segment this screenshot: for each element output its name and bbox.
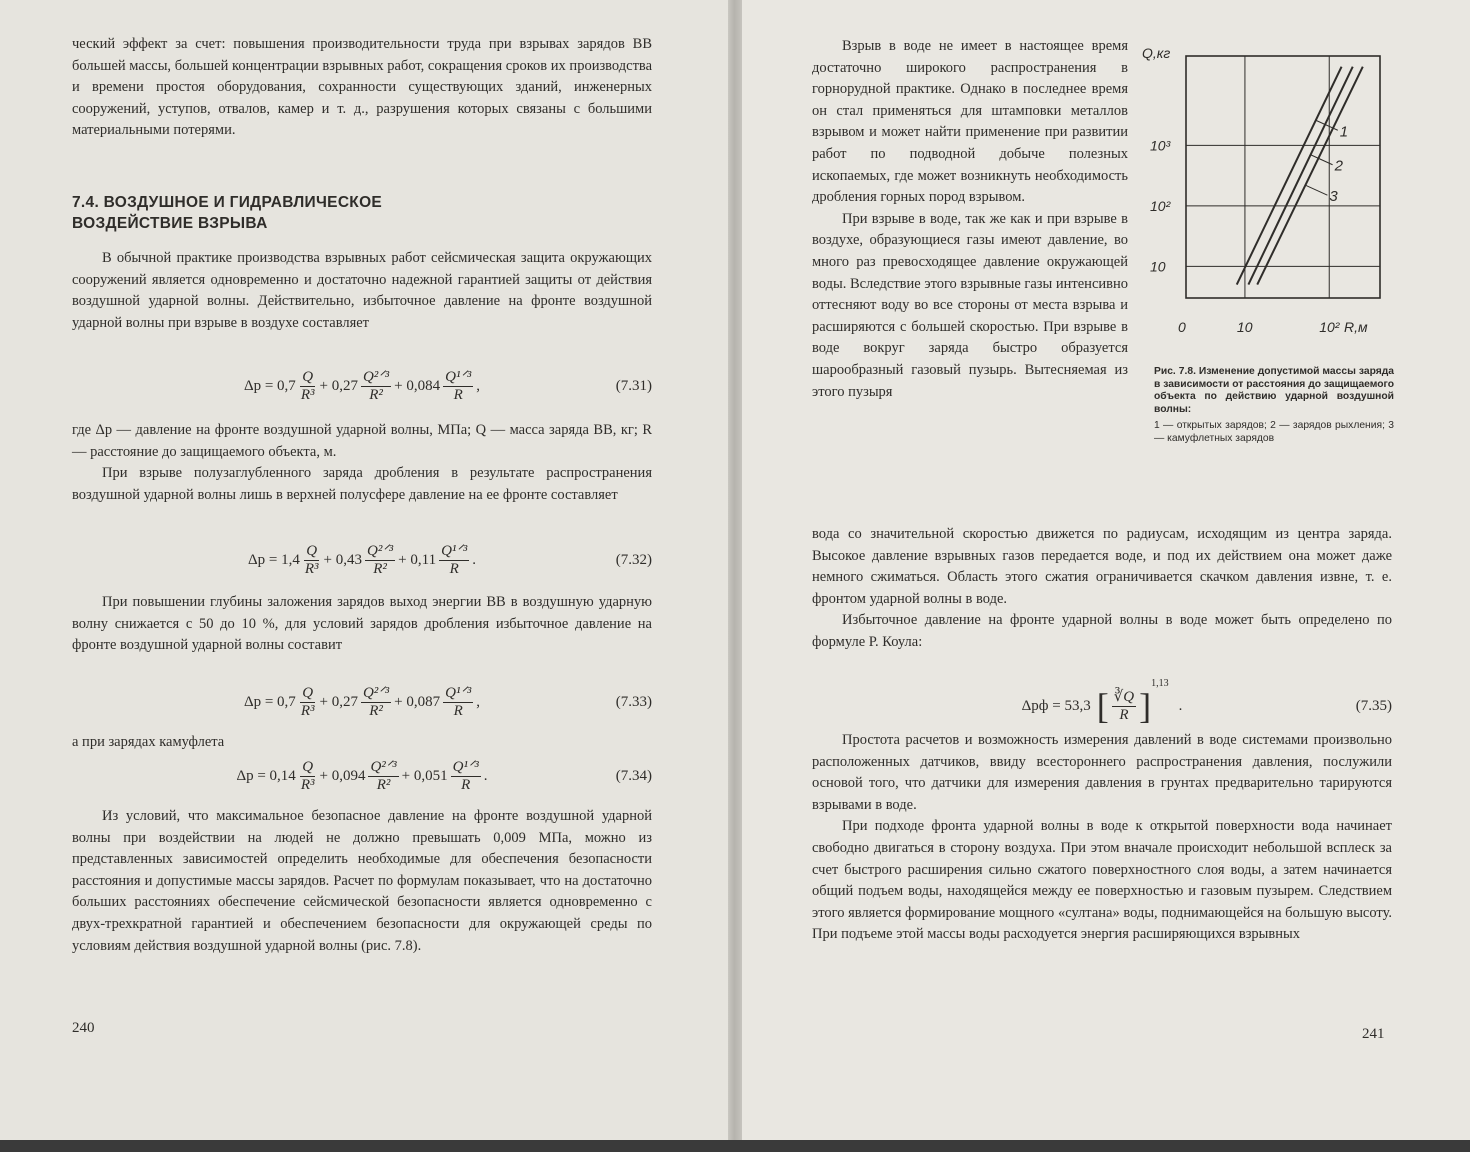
left-para-2-block [72,420,652,506]
page-number-right: 241 [1362,1026,1385,1042]
formula-7-31 [72,366,652,406]
right-wide-block [812,524,1392,654]
formula-trail: . [483,767,488,784]
paragraph: Простота расчетов и возможность измерения давлений в воде системами произвольно расположенных датчиков, ввиду всестороннего распространения давления, послужили основой того, что датчики для измерения давления в грунтах предварительно тарируются взрывами в воде. [812,732,1392,813]
equation-number: (7.32) [615,551,652,568]
formula-trail: , [476,693,481,710]
figure-7-8-chart [1138,36,1398,346]
formula-trail: , [476,377,481,394]
section-heading-line2: ВОЗДЕЙСТВИЕ ВЗРЫВА [72,215,268,232]
chart-labels [1142,45,1368,335]
left-para-1-block [72,248,652,334]
paragraph: вода со значительной скоростью движется по радиусам, исходящим из центра заряда. Высокое давление взрывных газов передается воде, и под их действием она может даже немного сжиматься. Область этого сжатия ограничивается скачком давления извне, т. е. фронтом ударной волны в воде. [812,526,1392,607]
formula-trail: . [472,551,477,568]
formula-lhs: Δp = 0,7 [243,693,296,710]
section-heading-line1: 7.4. ВОЗДУШНОЕ И ГИДРАВЛИЧЕСКОЕ [72,194,383,211]
formula-7-32 [72,540,652,580]
formula-term: + 0,084 [394,377,441,394]
left-para-4-block [72,592,652,657]
equation-number: (7.33) [615,693,652,710]
fraction: $\frac{\text{Q¹ᐟ³}}{R}$ [445,684,472,719]
right-narrow-block [812,36,1128,403]
paragraph: Из условий, что максимальное безопасное давление на фронте воздушной ударной волны при воздействии на людей не должно превышать 0,009 МПа, можно из представленных зависимостей определить необходимые для обеспечения безопасности расстояния и допустимые массы зарядов. Расчет по формулам показывает, что на достаточно больших расстояниях обеспечение сейсмической безопасности является одновременно с двух-трехкратной гарантией и обеспечением безопасности для окружающей среды по условиям действия воздушной ударной волны (рис. 7.8). [72,808,652,954]
left-para-5-block [72,732,652,754]
fraction: $\frac{\text{Q²ᐟ³}}{\text{R²}}$ [366,542,394,577]
formula-term: + 0,11 [398,551,437,568]
formula-trail: . [1178,697,1183,714]
formula-7-35 [812,676,1392,736]
formula-term: + 0,27 [319,377,358,394]
equation-number: (7.34) [615,767,652,784]
bottom-edge [0,1140,1470,1152]
fraction: $\frac{\text{Q²ᐟ³}}{\text{R²}}$ [370,758,397,793]
series-leader-3 [1305,185,1327,195]
series-line-2 [1248,67,1352,285]
figure-caption-legend: 1 — открытых зарядов; 2 — зарядов рыхления; 3 — камуфлетных зарядов [1154,420,1394,444]
series-label-3: 3 [1329,188,1338,206]
figure-caption [1154,366,1394,446]
series-label-1: 1 [1339,123,1349,141]
formula-term: + 0,094 [319,767,366,784]
formula-lhs: Δp = 1,4 [247,551,300,568]
series-line-1 [1237,67,1342,285]
formula-lhs: Δp = 0,14 [236,767,296,784]
section-heading [72,192,652,234]
paragraph: При взрыве полузаглубленного заряда дробления в результате распространения воздушной ударной волны лишь в верхней полусфере давление на ее фронте составляет [72,465,652,503]
formula-term: + 0,087 [394,693,441,710]
series-line-3 [1257,67,1363,285]
formula-lhs: Δp = 0,7 [243,377,296,394]
paragraph: При повышении глубины заложения зарядов выход энергии ВВ в воздушную ударную волну снижается с 50 до 10 %, для условий зарядов дробления избыточное давление на фронте воздушной ударной волны составит [72,594,652,654]
fraction: $\frac{\text{Q¹ᐟ³}}{R}$ [452,758,479,793]
y-tick-label: 10 [1150,258,1166,275]
fraction: $\frac{\text{Q²ᐟ³}}{\text{R²}}$ [362,684,390,719]
left-bracket: [ [1096,686,1109,726]
y-axis-label: Q,кг [1142,45,1171,61]
paragraph: Избыточное давление на фронте ударной волны в воде может быть определено по формуле Р. Коула: [812,612,1392,650]
fraction: $\frac{Q}{\text{R³}}$ [300,758,315,793]
series-label-2: 2 [1334,157,1343,175]
formula-lhs: Δpф = 53,3 [1021,697,1091,714]
fraction: $\frac{\text{Q²ᐟ³}}{\text{R²}}$ [362,368,390,403]
left-para-6-block [72,806,652,957]
paragraph: где Δp — давление на фронте воздушной ударной волны, МПа; Q — масса заряда ВВ, кг; R — расстояние до защищаемого объекта, м. [72,422,652,460]
fraction: $\frac{Q}{\text{R³}}$ [304,542,319,577]
left-intro-block [72,34,652,142]
formula-7-33 [72,682,652,722]
exponent: 1,13 [1151,678,1169,689]
fraction: $\frac{Q}{\text{R³}}$ [300,684,315,719]
formula-term: + 0,051 [401,767,448,784]
book-gutter [728,0,742,1152]
y-tick-label: 10² [1150,197,1171,214]
intro-paragraph: ческий эффект за счет: повышения производительности труда при взрывах зарядов ВВ большей массы, большей концентрации взрывных работ, сокращения сроков их производства и времени простоя оборудования, сохранности существующих зданий, инженерных сооружений, уступов, отвалов, камер и т. д., разрушения которых связаны с большими материальными потерями. [72,36,652,139]
paragraph: При подходе фронта ударной волны в воде к открытой поверхности вода начинает свободно двигаться в сторону воздуха. При этом вначале происходит небольшой всплеск за счет быстрого расширения сильно сжатого поверхностного слоя воды, а затем начинается общий подъем воды, находящейся между ее поверхностью и газовым пузырем. Следствием этого является формирование мощного «султана» воды, поднимающейся на большую высоту. При подъеме этой массы воды расходуется энергия расширяющихся взрывных [812,818,1392,943]
right-lower-block [812,730,1392,946]
x-axis-label: R,м [1344,319,1368,335]
x-tick-label: 0 [1178,319,1186,335]
paragraph: В обычной практике производства взрывных работ сейсмическая защита окружающих сооружений является одновременно и достаточно надежной гарантией защиты от действия воздушной ударной волны. Действительно, избыточное давление на фронте воздушной ударной волны при взрыве в воздухе составляет [72,250,652,331]
y-tick-label: 10³ [1150,137,1171,154]
chart-lines [1237,67,1363,285]
formula-term: + 0,43 [323,551,362,568]
x-tick-label: 10² [1319,319,1340,335]
formula-7-34 [72,756,652,796]
paragraph: Взрыв в воде не имеет в настоящее время достаточно широкого распространения в горнорудной практике. Однако в последнее время он стал применяться для штамповки металлов взрывом и может найти применение при развитии работ по подводной добыче полезных ископаемых, где может возникнуть необходимость дробления горных пород взрывом. [812,38,1128,206]
paragraph: При взрыве в воде, так же как и при взрыве в воздухе, образующиеся газы имеют давление, во много раз превосходящее давление окружающей воды. Вследствие этого взрывные газы интенсивно оттесняют воду во все стороны от места взрыва и расширяются с большей скоростью. При взрыве в воде вокруг заряда быстро образуется шарообразный газовый пузырь. Вытесняемая из этого пузыря [812,210,1128,400]
equation-number: (7.35) [1355,697,1392,714]
fraction: $\frac{∛Q}{R}$ [1113,688,1135,723]
page-number-left: 240 [72,1020,95,1036]
paragraph: а при зарядах камуфлета [72,734,225,750]
figure-caption-title: Рис. 7.8. Изменение допустимой массы заряда в зависимости от расстояния до защищаемого объекта по действию ударной воздушной волны: [1154,366,1394,415]
x-tick-label: 10 [1236,319,1253,335]
fraction: $\frac{\text{Q¹ᐟ³}}{R}$ [445,368,472,403]
fraction: $\frac{\text{Q¹ᐟ³}}{R}$ [441,542,468,577]
right-bracket: ] [1139,686,1152,726]
fraction: $\frac{Q}{\text{R³}}$ [300,368,315,403]
equation-number: (7.31) [615,377,652,394]
formula-term: + 0,27 [319,693,358,710]
